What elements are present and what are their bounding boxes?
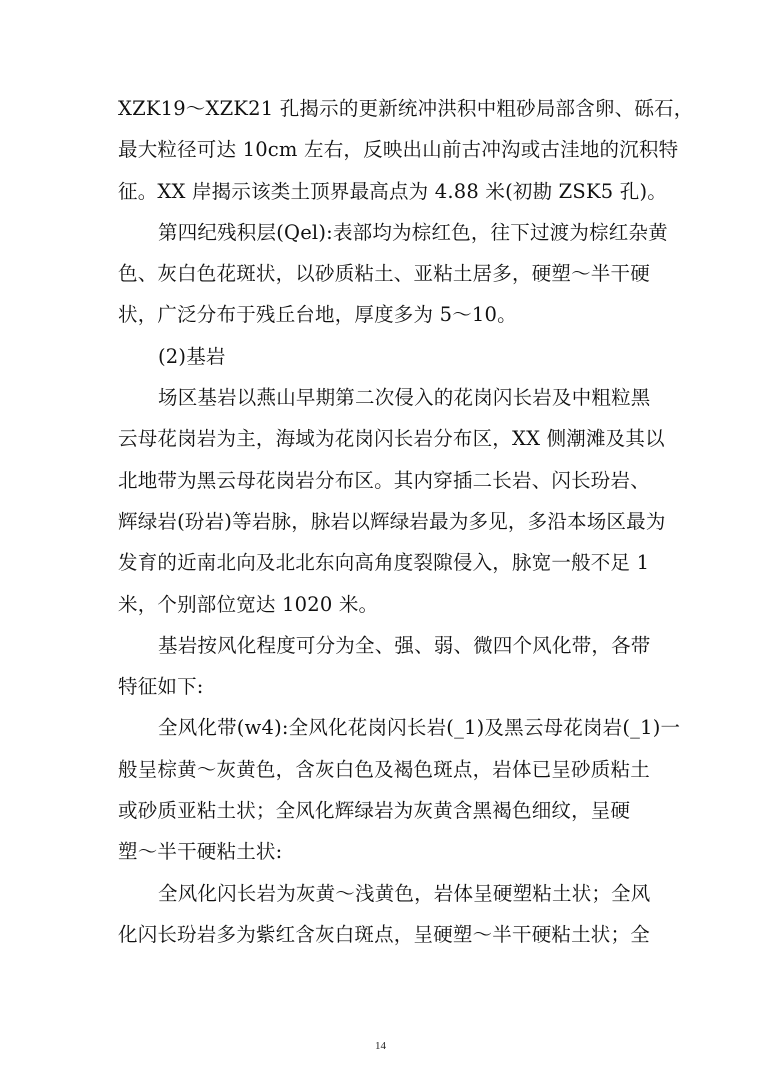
text-line: 特征如下: [118,675,204,699]
text-line: 云母花岗岩为主，海域为花岗闪长岩分布区，XX 侧潮滩及其以 [118,427,665,451]
paragraph-first-line: 全风化闪长岩为灰黄～浅黄色，岩体呈硬塑粘土状；全风 [158,881,651,905]
text-line: 般呈棕黄～灰黄色，含灰白色及褐色斑点，岩体已呈砂质粘土 [118,757,650,781]
paragraph-first-line: 第四纪残积层(Qel):表部均为棕红色，往下过渡为棕红杂黄 [158,220,668,244]
text-line: XZK19～XZK21 孔揭示的更新统冲洪积中粗砂局部含卵、砾石， [118,97,694,120]
text-line: 塑～半干硬粘土状: [118,840,283,864]
page-number: 14 [375,1040,386,1052]
paragraph-first-line: 全风化带(w4):全风化花岗闪长岩(_1)及黑云母花岗岩(_1)一 [158,716,681,740]
text-line: 发育的近南北向及北北东向高角度裂隙侵入，脉宽一般不足 1 [118,551,650,575]
text-line: 状，广泛分布于残丘台地，厚度多为 5～10。 [118,303,517,327]
section-heading: (2)基岩 [158,344,226,368]
text-line: 北地带为黑云母花岗岩分布区。其内穿插二长岩、闪长玢岩、 [118,468,650,492]
text-line: 征。XX 岸揭示该类土顶界最高点为 4.88 米(初勘 ZSK5 孔)。 [118,179,667,203]
text-line: 最大粒径可达 10cm 左右，反映出山前古冲沟或古洼地的沉积特 [118,138,679,162]
paragraph-first-line: 场区基岩以燕山早期第二次侵入的花岗闪长岩及中粗粒黑 [158,386,651,410]
text-line: 化闪长玢岩多为紫红含灰白斑点，呈硬塑～半干硬粘土状；全 [118,922,650,946]
text-line: 辉绿岩(玢岩)等岩脉，脉岩以辉绿岩最为多见，多沿本场区最为 [118,509,666,533]
paragraph-first-line: 基岩按风化程度可分为全、强、弱、微四个风化带，各带 [158,633,651,657]
text-line: 或砂质亚粘土状；全风化辉绿岩为灰黄含黑褐色细纹，呈硬 [118,799,631,823]
text-line: 米，个别部位宽达 1020 米。 [118,592,379,616]
text-line: 色、灰白色花斑状，以砂质粘土、亚粘土居多，硬塑～半干硬 [118,262,650,286]
body-text [118,88,694,955]
